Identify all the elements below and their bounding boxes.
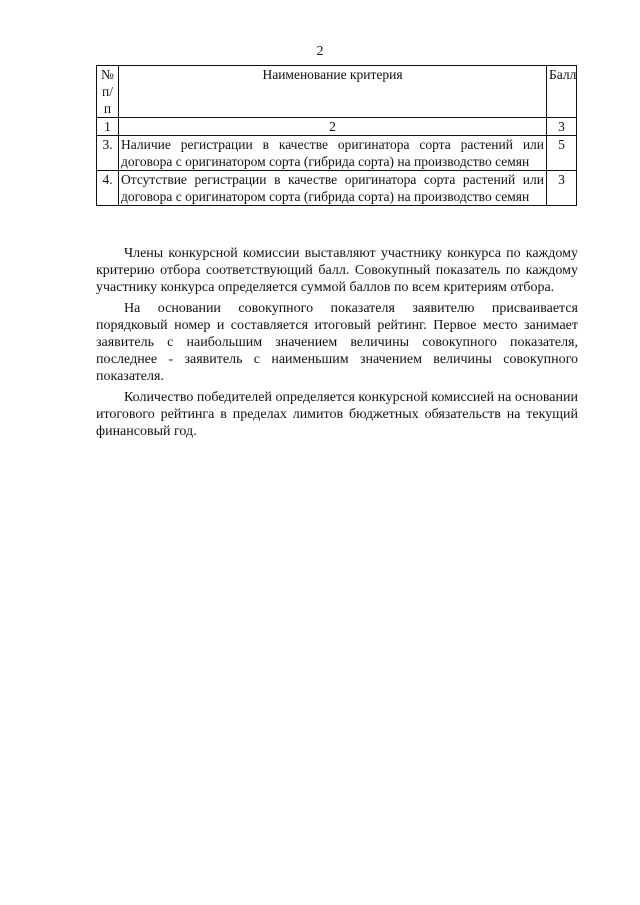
page-number: 2	[316, 44, 324, 59]
header-number-cell: № п/п	[97, 66, 119, 118]
row-number-cell: 4.	[97, 171, 119, 206]
row-criterion-name-cell: Отсутствие регистрации в качестве оригинатора сорта растений или договора с оригинатором сорта (гибрида сорта) на производство семян	[119, 171, 547, 206]
row-number-cell: 3.	[97, 136, 119, 171]
table-row	[97, 136, 577, 171]
row-score-cell: 5	[547, 136, 577, 171]
index-cell-2: 2	[119, 118, 547, 136]
table-index-row	[97, 118, 577, 136]
index-cell-3: 3	[547, 118, 577, 136]
header-criterion-name-cell: Наименование критерия	[119, 66, 547, 118]
paragraph: Члены конкурсной комиссии выставляют участнику конкурса по каждому критерию отбора соответствующий балл. Совокупный показатель по каждому участнику конкурса определяется суммой баллов по всем критериям отбора.	[96, 246, 578, 295]
index-cell-1: 1	[97, 118, 119, 136]
row-criterion-name-cell: Наличие регистрации в качестве оригинатора сорта растений или договора с оригинатором сорта (гибрида сорта) на производство семян	[119, 136, 547, 171]
paragraph: Количество победителей определяется конкурсной комиссией на основании итогового рейтинга в пределах лимитов бюджетных обязательств на текущий финансовый год.	[96, 390, 578, 439]
criteria-table	[96, 65, 577, 206]
row-score-cell: 3	[547, 171, 577, 206]
table-header-row	[97, 66, 577, 118]
paragraph: На основании совокупного показателя заявителю присваивается порядковый номер и составляется итоговый рейтинг. Первое место занимает заявитель с наибольшим значением величины совокупного показателя, последнее - заявитель с наименьшим значением величины совокупного показателя.	[96, 301, 578, 384]
header-score-cell: Балл	[547, 66, 577, 118]
body-text	[96, 245, 578, 444]
table-row	[97, 171, 577, 206]
